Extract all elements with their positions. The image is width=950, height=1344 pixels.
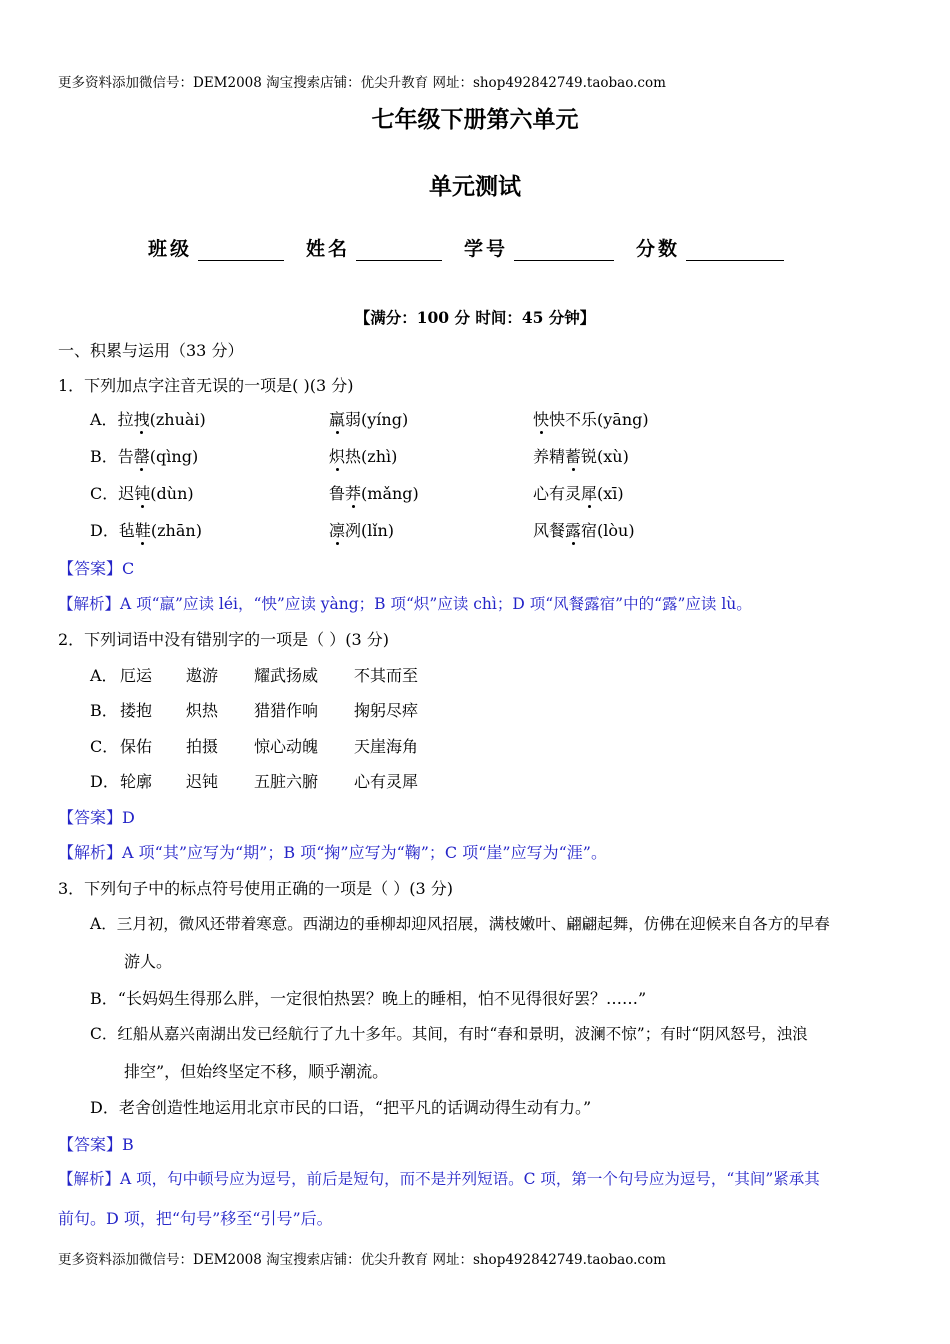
q1-option-b-word3: 养精蓄锐(xù) [533,447,629,466]
score-label: 分数 [636,238,681,260]
q1-option-a-word2: 羸弱(yíng) [329,410,409,429]
exam-meta: 【满分：100 分 时间：45 分钟】 [354,308,596,327]
q3-answer: 【答案】B [58,1135,134,1154]
q2-option-d-word1: 轮廓 [120,772,153,791]
score-blank[interactable] [686,242,784,261]
q1-option-c: C．迟钝(dùn) [90,484,194,503]
q2-option-b-word3: 猎猎作响 [254,701,319,720]
q2-option-a-letter: A． [90,666,118,685]
q3-stem: 3．下列句子中的标点符号使用正确的一项是（ ）(3 分) [58,879,454,898]
q2-option-c-word3: 惊心动魄 [254,737,319,756]
class-label: 班级 [148,238,193,260]
q1-stem: 1．下列加点字注音无误的一项是( )(3 分) [58,376,354,395]
q3-option-b: B．“长妈妈生得那么胖，一定很怕热罢？晚上的睡相，怕不见得很好罢？……” [90,989,647,1008]
q2-option-d-letter: D． [90,772,119,791]
q3-option-c-cont: 排空”，但始终坚定不移，顺乎潮流。 [124,1062,389,1081]
q3-option-a: A．三月初，微风还带着寒意。西湖边的垂柳却迎风招展，满枝嫩叶、翩翩起舞，仿佛在迎候来自各方的早春 [90,915,830,933]
q1-answer: 【答案】C [58,559,135,578]
q2-stem: 2．下列词语中没有错别字的一项是（ ）(3 分) [58,630,390,649]
q2-option-d-word3: 五脏六腑 [254,772,319,791]
q2-option-a-word2: 遨游 [186,666,219,685]
q2-answer: 【答案】D [58,808,135,827]
q2-option-d-word2: 迟钝 [186,772,219,791]
q1-option-d-word3: 风餐露宿(lòu) [533,521,635,540]
q2-option-c-word4: 天崖海角 [354,737,419,756]
q2-option-c-word1: 保佑 [120,737,153,756]
q1-option-a: A．拉拽(zhuài) [90,410,206,429]
q3-option-d: D．老舍创造性地运用北京市民的口语，“把平凡的话调动得生动有力。” [90,1098,592,1117]
class-blank[interactable] [198,242,284,261]
q1-analysis: 【解析】A 项“羸”应读 léi，“怏”应读 yàng；B 项“炽”应读 chì；D 项“风餐露宿”中的“露”应读 lù。 [58,595,752,613]
section-heading: 一、积累与运用（33 分） [58,341,244,360]
page-title: 七年级下册第六单元 [371,107,579,133]
name-blank[interactable] [356,242,442,261]
page-footer: 更多资料添加微信号：DEM2008 淘宝搜索店铺：优尖升教育 网址：shop492842749.taobao.com [58,1252,666,1268]
student-info-fields [148,234,806,261]
q2-option-a-word3: 耀武扬威 [254,666,319,685]
q2-option-a-word1: 厄运 [120,666,153,685]
q2-option-c-letter: C． [90,737,119,756]
q2-option-c-word2: 拍摄 [186,737,219,756]
q2-option-b-word4: 掬躬尽瘁 [354,701,419,720]
q1-option-d: D．毡鞋(zhān) [90,521,202,540]
q1-option-b-word2: 炽热(zhì) [329,447,398,466]
q1-option-c-word3: 心有灵犀(xī) [533,484,624,503]
q2-option-b-word2: 炽热 [186,701,219,720]
q3-analysis: 【解析】A 项，句中顿号应为逗号，前后是短句，而不是并列短语。C 项，第一个句号应为逗号，“其间”紧承其 [58,1170,820,1188]
q2-option-a-word4: 不其而至 [354,666,419,685]
q3-analysis-cont: 前句。D 项，把“句号”移至“引号”后。 [58,1209,333,1228]
q2-option-b-word1: 搂抱 [120,701,153,720]
q2-option-b-letter: B． [90,701,118,720]
page-subtitle: 单元测试 [429,174,521,200]
name-label: 姓名 [306,238,351,260]
q1-option-a-word3: 怏怏不乐(yāng) [533,410,649,429]
student-id-label: 学号 [464,238,509,260]
q1-option-b: B．告罄(qìng) [90,447,199,466]
q3-option-c: C．红船从嘉兴南湖出发已经航行了九十多年。其间，有时“春和景明，波澜不惊”；有时“阴风怒号，浊浪 [90,1025,808,1043]
student-id-blank[interactable] [514,242,614,261]
q2-option-d-word4: 心有灵犀 [354,772,419,791]
q2-analysis: 【解析】A 项“其”应写为“期”；B 项“掬”应写为“鞠”；C 项“崖”应写为“涯”。 [58,843,607,862]
page-header: 更多资料添加微信号：DEM2008 淘宝搜索店铺：优尖升教育 网址：shop492842749.taobao.com [58,75,666,91]
q3-option-a-cont: 游人。 [124,952,173,971]
q1-option-c-word2: 鲁莽(mǎng) [329,484,419,503]
q1-option-d-word2: 凛冽(lǐn) [329,521,395,540]
